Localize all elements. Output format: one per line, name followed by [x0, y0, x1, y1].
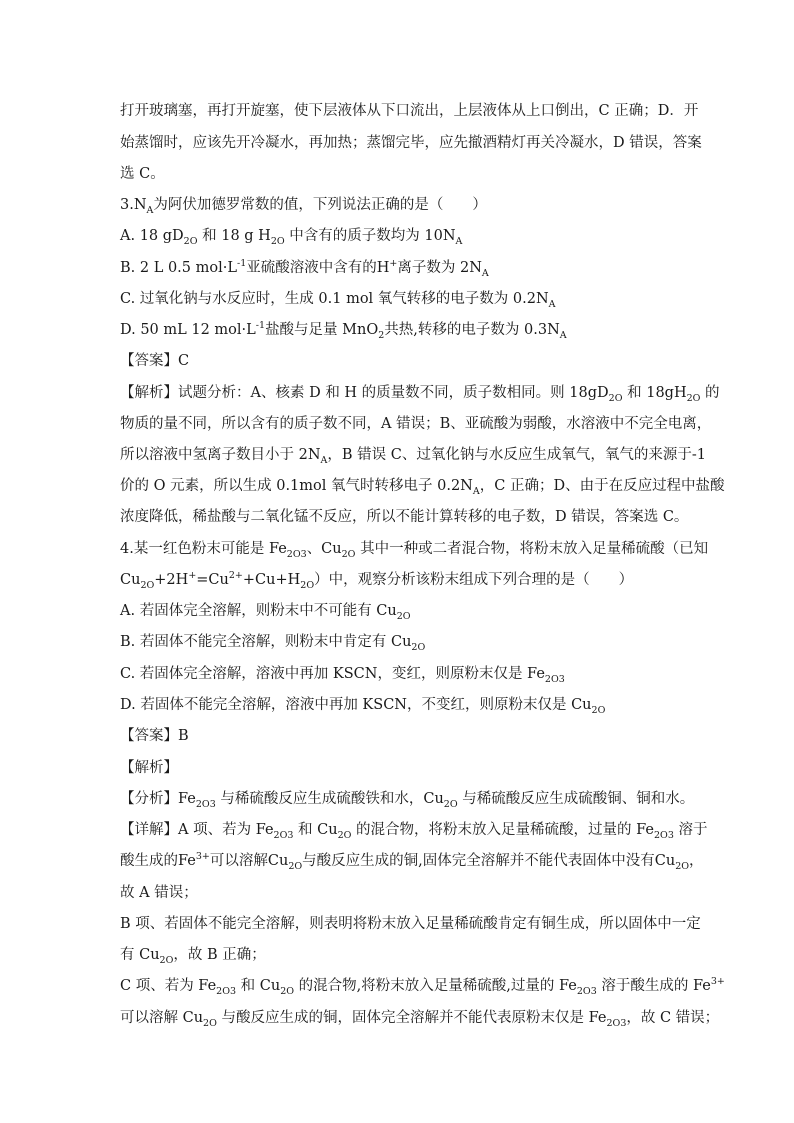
detail-line: 有 $Cu_{2O}$，故 B 正确； — [120, 947, 266, 966]
text-line: 始蒸馏时，应该先开冷凝水，再加热；蒸馏完毕，应先撤酒精灯再关冷凝水，D 错误，答案 — [120, 135, 702, 151]
question-4-option-d: D. 若固体不能完全溶解，溶液中再加 KSCN，不变红，则原粉末仅是 $Cu_{2O}$ — [120, 697, 606, 716]
answer-label: 【答案】B — [120, 728, 189, 744]
analysis-line: 【分析】$Fe_{2O3}$ 与稀硫酸反应生成硫酸铁和水，$Cu_{2O}$ 与稀硫酸反应生成硫酸铜、铜和水。 — [120, 791, 695, 810]
explanation-line: 价的 O 元素，所以生成 0.1mol 氧气时转移电子 $0.2N_A$，C 正确；D、由于在反应过程中盐酸 — [120, 478, 725, 497]
question-4-option-a: A. 若固体完全溶解，则粉末中不可能有 $Cu_{2O}$ — [120, 603, 411, 622]
text-line: 打开玻璃塞，再打开旋塞，使下层液体从下口流出，上层液体从上口倒出，C 正确；D．开 — [120, 103, 699, 119]
detail-line: 故 A 错误； — [120, 885, 198, 901]
detail-line: 酸生成的$Fe^{3+}$可以溶解$Cu_{2O}$与酸反应生成的铜,固体完全溶解并不能代表固体中没有$Cu_{2O}$， — [120, 851, 704, 872]
question-3-option-a: A. 18 $gD_{2O}$ 和 18 g $H_{2O}$ 中含有的质子数均为 $10N_A$ — [120, 228, 463, 247]
detail-line: 可以溶解 $Cu_{2O}$ 与酸反应生成的铜，固体完全溶解并不能代表原粉末仅是 $Fe_{2O3}$，故 C 错误； — [120, 1010, 720, 1029]
question-3-option-b: B. 2 L 0.5 $mol\cdot L^{-1}$亚硫酸溶液中含有的H+离子数为 $2N_A$ — [120, 258, 489, 279]
explanation-line: 所以溶液中氢离子数目小于 $2N_A$，B 错误 C、过氧化钠与水反应生成氧气，氧气的来源于-1 — [120, 447, 706, 466]
question-4-stem: 4.某一红色粉末可能是 $Fe_{2O3}$、$Cu_{2O}$ 其中一种或二者混合物，将粉末放入足量稀硫酸（已知 — [120, 541, 709, 560]
question-3-stem: $3.N_A$为阿伏加德罗常数的值，下列说法正确的是（ ） — [120, 197, 487, 216]
question-3-option-c: C. 过氧化钠与水反应时，生成 0.1 mol 氧气转移的电子数为 $0.2N_A$ — [120, 291, 556, 310]
detail-line: 【详解】A 项、若为 $Fe_{2O3}$ 和 $Cu_{2O}$ 的混合物，将粉末放入足量稀硫酸，过量的 $Fe_{2O3}$ 溶于 — [120, 822, 708, 841]
explanation-line: 【解析】试题分析：A、核素 D 和 H 的质量数不同，质子数相同。则 $18gD_{2O}$ 和 $18gH_{2O}$ 的 — [120, 385, 720, 404]
explanation-line: 浓度降低，稀盐酸与二氧化锰不反应，所以不能计算转移的电子数，D 错误，答案选 C。 — [120, 509, 689, 525]
question-4-stem: $Cu_{2O}+2H^+=Cu^{2+}+Cu+H_{2O}$）中，观察分析该粉末组成下列合理的是（ ） — [120, 570, 634, 591]
answer-label: 【答案】C — [120, 353, 190, 369]
detail-line: C 项、若为 $Fe_{2O3}$ 和 $Cu_{2O}$ 的混合物,将粉末放入足量稀硫酸,过量的 $Fe_{2O3}$ 溶于酸生成的 $Fe^{3+}$ — [120, 976, 725, 997]
question-4-option-b: B. 若固体不能完全溶解，则粉末中肯定有 $Cu_{2O}$ — [120, 634, 426, 653]
explanation-line: 物质的量不同，所以含有的质子数不同，A 错误；B、亚硫酸为弱酸，水溶液中不完全电离， — [120, 416, 712, 432]
text-line: 选 C。 — [120, 166, 165, 182]
detail-line: B 项、若固体不能完全溶解，则表明将粉末放入足量稀硫酸肯定有铜生成，所以固体中一定 — [120, 916, 701, 932]
question-3-option-d: D. 50 mL 12 $mol\cdot L^{-1}$盐酸与足量 MnO$_2$共热,转移的电子数为 $0.3N_A$ — [120, 320, 567, 341]
analysis-heading: 【解析】 — [120, 760, 178, 776]
question-4-option-c: C. 若固体完全溶解，溶液中再加 KSCN，变红，则原粉末仅是 $Fe_{2O3}$ — [120, 666, 565, 685]
